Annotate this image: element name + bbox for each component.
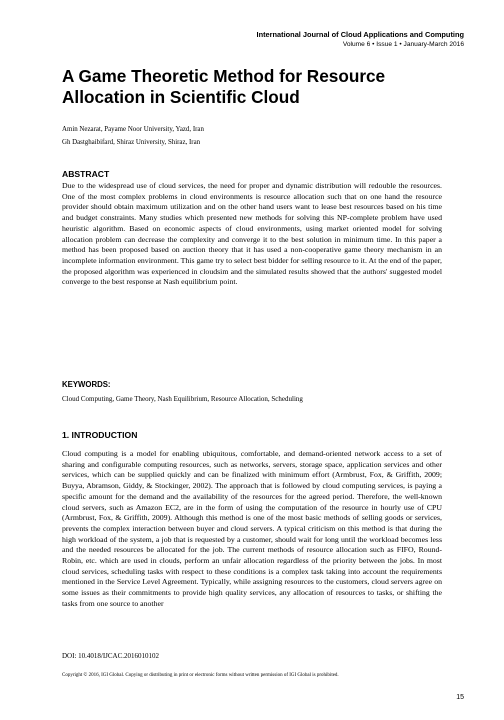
copyright-notice: Copyright © 2016, IGI Global. Copying or distributing in print or electronic forms without written permission of IGI Global is prohibited. [62,673,339,678]
journal-header [257,30,464,50]
paper-title: A Game Theoretic Method for Resource Allocation in Scientific Cloud [62,66,386,107]
doi-line: DOI: 10.4018/IJCAC.2016010102 [62,652,160,660]
author-affiliation: Amin Nezarat, Payame Noor University, Yazd, Iran [62,126,204,133]
author-affiliation: Gh Dastghaibifard, Shiraz University, Shiraz, Iran [62,139,201,146]
abstract-heading: ABSTRACT [62,169,110,179]
keywords-list: Cloud Computing, Game Theory, Nash Equilibrium, Resource Allocation, Scheduling [62,395,303,403]
journal-name: International Journal of Cloud Applications and Computing [256,30,464,39]
author-list [62,123,204,149]
introduction-body: Cloud computing is a model for enabling ubiquitous, comfortable, and demand-oriented network access to a set of sharing and configurable computing resources, such as networks, servers, storage space, application services and other services, which can be supplied quickly and can be finalized with minimum effort (Armbrust, Fox, & Griffith, 2009; Buyya, Abramson, Giddy, & Stockinger, 2002). The approach that is followed by cloud computing services, is paying a specific amount for the demand and the availability of the resources for the agreed period. Therefore, the well-known cloud servers, such as Amazon EC2, are in the form of using the computation of the resource in hourly use of CPU (Armbrust, Fox, & Griffith, 2009). Although this method is one of the most basic methods of selling goods or services, prevents the complex interaction between buyer and cloud servers. A typical criticism on this method is that during the high workload of the system, a job that is requested by a customer, should wait for long until the workload becomes less and the needed resources be allocated for the job. The current methods of resource allocation such as FIFO, Round-Robin, etc. which are used in clouds, perform an unfair allocation regardless of the priority between the jobs. In most cloud services, scheduling tasks with respect to these conditions is a complex task taking into account the requirements mentioned in the Service Level Agreement. Typically, while assigning resources to the customers, cloud servers agree on some issues as their commitments to provide high quality services, any allocation of resources to tasks, or shifting the tasks from one source to another [62,449,442,608]
page-number: 15 [456,694,464,701]
journal-issue: Volume 6 • Issue 1 • January-March 2016 [342,41,464,48]
keywords-heading: KEYWORDS: [62,380,111,389]
abstract-body: Due to the widespread use of cloud services, the need for proper and dynamic distribution will redouble the resources. One of the most complex problems in cloud environments is resource allocation such that on one hand the resource provider should obtain maximum utilization and on the other hand users want to lease best resources based on his time and budget constraints. Many studies which presented new methods for solving this NP-complete problem have used heuristic algorithm. Based on economic aspects of cloud environments, using market oriented model for solving allocation problem can decrease the complexity and converge it to the best solution in minimum time. In this paper a method has been proposed based on auction theory that it has used a non-cooperative game theory mechanism in an incomplete information environment. This game try to select best bidder for selling resource to it. At the end of the paper, the proposed algorithm was experienced in cloudsim and the simulated results showed that the authors' suggested model converge to the best response at Nash equilibrium point. [62,181,442,287]
introduction-heading: 1. INTRODUCTION [62,430,138,440]
